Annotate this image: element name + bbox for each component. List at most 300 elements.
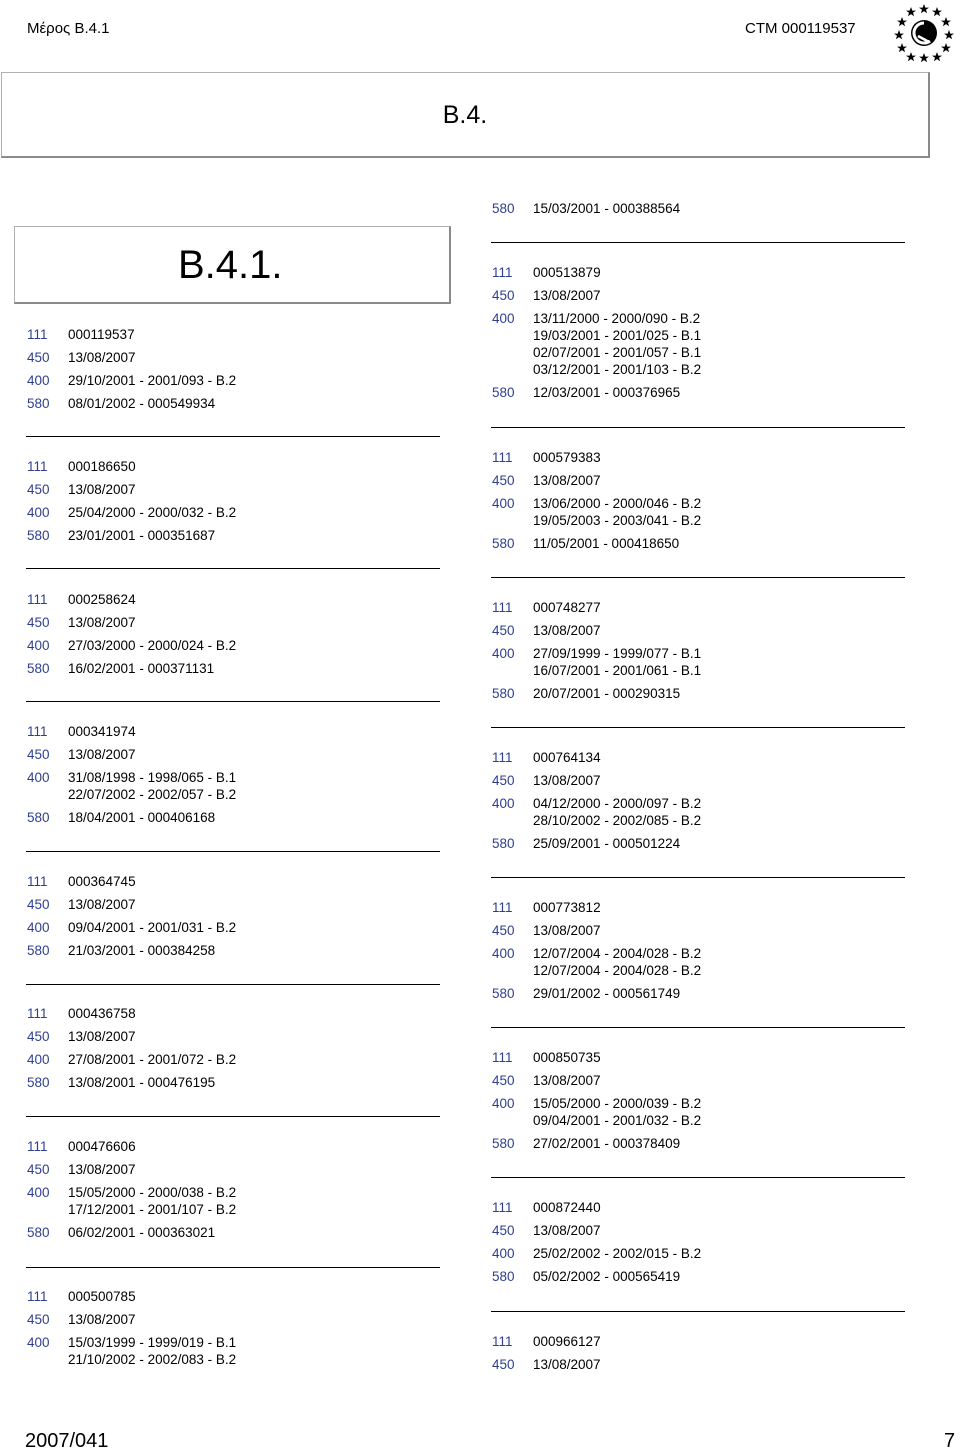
field-row: [27, 614, 236, 631]
field-values: [68, 660, 236, 677]
field-row: [492, 200, 680, 217]
field-values: [68, 1028, 236, 1045]
bibliographic-entry: [492, 449, 701, 558]
field-value: 13/08/2007: [68, 747, 136, 762]
field-values: [533, 985, 701, 1002]
field-value: 27/08/2001 - 2001/072 - B.2: [68, 1052, 237, 1067]
field-row: [492, 899, 701, 916]
field-row: [27, 723, 236, 740]
field-row: [27, 1028, 236, 1045]
inid-code: 400: [492, 1246, 515, 1261]
inid-code: 450: [492, 1357, 515, 1372]
inid-code: 450: [492, 1223, 515, 1238]
field-row: [27, 809, 236, 826]
entry-separator: [26, 1116, 440, 1117]
field-row: [492, 622, 701, 639]
field-value: 06/02/2001 - 000363021: [68, 1225, 216, 1240]
inid-code: 400: [492, 646, 515, 661]
field-value: 12/07/2004 - 2004/028 - B.2: [533, 946, 702, 961]
field-values: [68, 1161, 236, 1178]
field-values: [533, 772, 701, 789]
field-value: 29/10/2001 - 2001/093 - B.2: [68, 373, 237, 388]
field-value: 27/09/1999 - 1999/077 - B.1: [533, 646, 702, 661]
field-row: [27, 1138, 236, 1155]
field-values: [68, 1288, 236, 1305]
field-row: [492, 795, 701, 829]
field-row: [27, 873, 236, 890]
field-row: [492, 685, 701, 702]
inid-code: 450: [492, 288, 515, 303]
field-row: [492, 1199, 701, 1216]
inid-code: 450: [492, 923, 515, 938]
inid-code: 111: [492, 1334, 513, 1349]
field-values: [68, 723, 236, 740]
entry-separator: [491, 577, 905, 578]
inid-code: 111: [492, 265, 513, 280]
field-value: 000513879: [533, 265, 601, 280]
field-values: [68, 746, 236, 763]
entry-separator: [26, 984, 440, 985]
field-row: [27, 896, 236, 913]
field-values: [68, 769, 236, 803]
field-value: 000436758: [68, 1006, 136, 1021]
field-values: [533, 200, 680, 217]
field-values: [533, 1333, 601, 1350]
field-value: 000500785: [68, 1289, 136, 1304]
field-value: 12/03/2001 - 000376965: [533, 385, 681, 400]
inid-code: 580: [492, 536, 515, 551]
field-value: 17/12/2001 - 2001/107 - B.2: [68, 1202, 237, 1217]
inid-code: 111: [27, 874, 48, 889]
inid-code: 580: [492, 686, 515, 701]
inid-code: 450: [492, 1073, 515, 1088]
field-row: [27, 349, 236, 366]
inid-code: 400: [27, 1052, 50, 1067]
field-row: [27, 372, 236, 389]
entry-separator: [491, 1311, 905, 1312]
inid-code: 400: [27, 638, 50, 653]
field-values: [533, 287, 701, 304]
field-values: [68, 504, 236, 521]
inid-code: 580: [492, 836, 515, 851]
inid-code: 580: [492, 385, 515, 400]
field-value: 000258624: [68, 592, 136, 607]
entry-separator: [26, 701, 440, 702]
bibliographic-entry: [492, 749, 701, 858]
field-values: [533, 384, 701, 401]
bibliographic-entry: [27, 1288, 236, 1374]
field-row: [27, 1311, 236, 1328]
field-values: [533, 1095, 701, 1129]
field-values: [533, 449, 701, 466]
entry-separator: [491, 1027, 905, 1028]
field-row: [27, 1334, 236, 1368]
field-value: 000748277: [533, 600, 601, 615]
field-value: 000764134: [533, 750, 601, 765]
subsection-heading-box: [14, 226, 451, 304]
field-values: [533, 1268, 701, 1285]
field-values: [533, 264, 701, 281]
bibliographic-entry: [492, 899, 701, 1008]
field-value: 000966127: [533, 1334, 601, 1349]
field-value: 13/08/2007: [533, 623, 601, 638]
field-values: [533, 1245, 701, 1262]
field-values: [68, 873, 236, 890]
field-values: [68, 809, 236, 826]
inid-code: 580: [27, 661, 50, 676]
inid-code: 450: [492, 473, 515, 488]
field-values: [533, 1356, 601, 1373]
field-row: [492, 384, 701, 401]
inid-code: 111: [27, 459, 48, 474]
field-values: [68, 637, 236, 654]
inid-code: 580: [27, 528, 50, 543]
eu-stars-emblem-icon: [893, 3, 955, 63]
field-values: [68, 942, 236, 959]
field-row: [492, 1268, 701, 1285]
field-value: 000579383: [533, 450, 601, 465]
field-value: 23/01/2001 - 000351687: [68, 528, 216, 543]
inid-code: 580: [27, 1225, 50, 1240]
field-row: [492, 1135, 701, 1152]
inid-code: 400: [492, 796, 515, 811]
inid-code: 111: [492, 900, 513, 915]
field-value: 15/05/2000 - 2000/038 - B.2: [68, 1185, 237, 1200]
field-row: [27, 326, 236, 343]
field-row: [27, 527, 236, 544]
field-value: 13/08/2007: [68, 897, 136, 912]
inid-code: 450: [27, 1029, 50, 1044]
field-value: 12/07/2004 - 2004/028 - B.2: [533, 963, 702, 978]
inid-code: 400: [27, 920, 50, 935]
field-value: 13/11/2000 - 2000/090 - B.2: [533, 311, 701, 326]
inid-code: 111: [27, 1006, 48, 1021]
field-values: [533, 472, 701, 489]
inid-code: 111: [27, 724, 48, 739]
field-value: 13/06/2000 - 2000/046 - B.2: [533, 496, 702, 511]
entry-separator: [491, 427, 905, 428]
bibliographic-entry: [27, 591, 236, 683]
inid-code: 450: [27, 482, 50, 497]
field-value: 13/08/2007: [68, 615, 136, 630]
field-values: [68, 1074, 236, 1091]
field-row: [492, 749, 701, 766]
field-value: 13/08/2007: [68, 350, 136, 365]
field-row: [492, 264, 701, 281]
bibliographic-entry: [492, 1049, 701, 1158]
inid-code: 111: [492, 1050, 513, 1065]
field-values: [533, 599, 701, 616]
field-row: [27, 395, 236, 412]
field-row: [27, 1184, 236, 1218]
inid-code: 450: [27, 1162, 50, 1177]
inid-code: 580: [492, 1136, 515, 1151]
bibliographic-entry: [27, 1005, 236, 1097]
field-row: [492, 645, 701, 679]
entry-separator: [491, 877, 905, 878]
field-values: [68, 458, 236, 475]
field-value: 13/08/2007: [68, 1029, 136, 1044]
inid-code: 111: [492, 450, 513, 465]
field-value: 19/05/2003 - 2003/041 - B.2: [533, 513, 702, 528]
inid-code: 450: [27, 615, 50, 630]
field-value: 09/04/2001 - 2001/032 - B.2: [533, 1113, 702, 1128]
field-row: [492, 1245, 701, 1262]
field-value: 05/02/2002 - 000565419: [533, 1269, 681, 1284]
field-values: [68, 1311, 236, 1328]
field-value: 21/03/2001 - 000384258: [68, 943, 216, 958]
field-values: [68, 326, 236, 343]
field-value: 27/02/2001 - 000378409: [533, 1136, 681, 1151]
field-values: [533, 495, 701, 529]
inid-code: 400: [492, 311, 515, 326]
field-values: [533, 1049, 701, 1066]
field-values: [68, 1051, 236, 1068]
field-value: 22/07/2002 - 2002/057 - B.2: [68, 787, 237, 802]
inid-code: 111: [27, 1139, 48, 1154]
field-values: [68, 481, 236, 498]
field-row: [492, 835, 701, 852]
field-value: 13/08/2001 - 000476195: [68, 1075, 216, 1090]
inid-code: 400: [27, 1335, 50, 1350]
field-values: [533, 835, 701, 852]
field-value: 13/08/2007: [68, 1312, 136, 1327]
field-value: 000872440: [533, 1200, 601, 1215]
field-values: [68, 527, 236, 544]
bibliographic-entry: [27, 458, 236, 550]
field-row: [492, 1095, 701, 1129]
field-row: [27, 1005, 236, 1022]
field-row: [27, 504, 236, 521]
field-value: 27/03/2000 - 2000/024 - B.2: [68, 638, 237, 653]
inid-code: 450: [27, 1312, 50, 1327]
field-values: [68, 1005, 236, 1022]
field-value: 000119537: [68, 327, 135, 342]
field-row: [27, 660, 236, 677]
field-value: 15/05/2000 - 2000/039 - B.2: [533, 1096, 702, 1111]
field-row: [27, 591, 236, 608]
inid-code: 580: [27, 396, 50, 411]
field-values: [533, 945, 701, 979]
field-values: [533, 622, 701, 639]
field-row: [27, 1161, 236, 1178]
field-row: [27, 637, 236, 654]
field-values: [533, 645, 701, 679]
inid-code: 580: [492, 986, 515, 1001]
bibliographic-entry: [27, 723, 236, 832]
field-values: [68, 1138, 236, 1155]
bibliographic-entry: [492, 1333, 601, 1379]
field-row: [27, 919, 236, 936]
field-values: [68, 395, 236, 412]
inid-code: 450: [492, 773, 515, 788]
entry-separator: [491, 727, 905, 728]
inid-code: 400: [27, 770, 50, 785]
field-row: [27, 1288, 236, 1305]
field-row: [492, 772, 701, 789]
field-row: [492, 985, 701, 1002]
field-row: [492, 1356, 601, 1373]
field-values: [533, 1199, 701, 1216]
field-values: [68, 614, 236, 631]
field-values: [68, 896, 236, 913]
field-values: [68, 372, 236, 389]
entry-separator: [491, 1177, 905, 1178]
entry-separator: [26, 568, 440, 569]
field-values: [533, 899, 701, 916]
field-row: [492, 1072, 701, 1089]
field-value: 13/08/2007: [68, 482, 136, 497]
field-value: 25/02/2002 - 2002/015 - B.2: [533, 1246, 702, 1261]
field-value: 03/12/2001 - 2001/103 - B.2: [533, 362, 702, 377]
field-row: [492, 1333, 601, 1350]
field-row: [492, 310, 701, 378]
field-value: 15/03/2001 - 000388564: [533, 201, 681, 216]
field-row: [27, 1224, 236, 1241]
running-header-ctm-number: CTM 000119537: [745, 20, 856, 37]
field-values: [533, 535, 701, 552]
field-value: 000773812: [533, 900, 601, 915]
field-row: [27, 481, 236, 498]
inid-code: 111: [27, 592, 48, 607]
inid-code: 111: [27, 1289, 48, 1304]
field-value: 04/12/2000 - 2000/097 - B.2: [533, 796, 702, 811]
inid-code: 111: [27, 327, 48, 342]
field-value: 02/07/2001 - 2001/057 - B.1: [533, 345, 702, 360]
entry-separator: [26, 1267, 440, 1268]
field-values: [68, 1334, 236, 1368]
field-row: [27, 769, 236, 803]
entry-separator: [26, 436, 440, 437]
inid-code: 450: [27, 897, 50, 912]
field-value: 25/04/2000 - 2000/032 - B.2: [68, 505, 237, 520]
inid-code: 450: [27, 747, 50, 762]
bibliographic-entry: [27, 873, 236, 965]
field-row: [492, 535, 701, 552]
inid-code: 450: [492, 623, 515, 638]
field-value: 13/08/2007: [533, 1357, 601, 1372]
inid-code: 400: [492, 1096, 515, 1111]
section-title: B.4.: [442, 101, 488, 129]
field-value: 16/07/2001 - 2001/061 - B.1: [533, 663, 702, 678]
field-row: [27, 458, 236, 475]
inid-code: 580: [492, 1269, 515, 1284]
field-value: 13/08/2007: [533, 773, 601, 788]
field-value: 28/10/2002 - 2002/085 - B.2: [533, 813, 702, 828]
entry-separator: [26, 851, 440, 852]
field-row: [492, 945, 701, 979]
field-value: 31/08/1998 - 1998/065 - B.1: [68, 770, 237, 785]
bibliographic-entry: [27, 326, 236, 418]
inid-code: 580: [27, 1075, 50, 1090]
field-row: [492, 1222, 701, 1239]
bibliographic-entry: [492, 264, 701, 407]
bibliographic-entry: [492, 200, 680, 223]
inid-code: 111: [492, 1200, 513, 1215]
field-values: [68, 349, 236, 366]
field-values: [533, 1222, 701, 1239]
field-values: [68, 1224, 236, 1241]
field-value: 08/01/2002 - 000549934: [68, 396, 216, 411]
field-values: [533, 749, 701, 766]
inid-code: 450: [27, 350, 50, 365]
running-header-section: Μέρος Β.4.1: [27, 20, 110, 37]
field-row: [492, 287, 701, 304]
field-value: 13/08/2007: [533, 473, 601, 488]
field-value: 13/08/2007: [533, 288, 601, 303]
field-value: 09/04/2001 - 2001/031 - B.2: [68, 920, 237, 935]
field-row: [27, 942, 236, 959]
field-value: 15/03/1999 - 1999/019 - B.1: [68, 1335, 237, 1350]
inid-code: 111: [492, 750, 513, 765]
inid-code: 580: [492, 201, 515, 216]
field-values: [533, 795, 701, 829]
field-row: [492, 599, 701, 616]
field-value: 11/05/2001 - 000418650: [533, 536, 680, 551]
inid-code: 400: [27, 1185, 50, 1200]
field-values: [533, 922, 701, 939]
field-values: [68, 1184, 236, 1218]
field-values: [533, 685, 701, 702]
field-value: 16/02/2001 - 000371131: [68, 661, 215, 676]
field-value: 13/08/2007: [68, 1162, 136, 1177]
field-values: [533, 1135, 701, 1152]
field-values: [68, 591, 236, 608]
footer-page-number: 7: [944, 1430, 956, 1452]
field-value: 20/07/2001 - 000290315: [533, 686, 681, 701]
footer-bulletin-number: 2007/041: [25, 1430, 109, 1452]
field-values: [68, 919, 236, 936]
field-value: 000476606: [68, 1139, 136, 1154]
bibliographic-entry: [492, 1199, 701, 1291]
field-row: [27, 1074, 236, 1091]
field-value: 25/09/2001 - 000501224: [533, 836, 681, 851]
field-value: 29/01/2002 - 000561749: [533, 986, 681, 1001]
inid-code: 400: [492, 496, 515, 511]
field-value: 13/08/2007: [533, 1223, 601, 1238]
inid-code: 580: [27, 943, 50, 958]
bibliographic-entry: [27, 1138, 236, 1247]
bibliographic-entry: [492, 599, 701, 708]
field-value: 000186650: [68, 459, 136, 474]
field-value: 18/04/2001 - 000406168: [68, 810, 216, 825]
field-value: 000850735: [533, 1050, 601, 1065]
inid-code: 400: [27, 373, 50, 388]
entry-separator: [491, 242, 905, 243]
field-value: 13/08/2007: [533, 1073, 601, 1088]
section-heading-box: [1, 72, 930, 158]
field-row: [492, 495, 701, 529]
subsection-title: B.4.1.: [178, 243, 283, 287]
field-row: [27, 746, 236, 763]
field-value: 21/10/2002 - 2002/083 - B.2: [68, 1352, 237, 1367]
field-row: [492, 449, 701, 466]
field-values: [533, 1072, 701, 1089]
field-row: [492, 1049, 701, 1066]
field-value: 13/08/2007: [533, 923, 601, 938]
field-row: [492, 922, 701, 939]
inid-code: 400: [27, 505, 50, 520]
field-value: 19/03/2001 - 2001/025 - B.1: [533, 328, 702, 343]
inid-code: 111: [492, 600, 513, 615]
field-value: 000364745: [68, 874, 136, 889]
inid-code: 580: [27, 810, 50, 825]
field-values: [533, 310, 701, 378]
field-row: [492, 472, 701, 489]
field-row: [27, 1051, 236, 1068]
inid-code: 400: [492, 946, 515, 961]
field-value: 000341974: [68, 724, 136, 739]
